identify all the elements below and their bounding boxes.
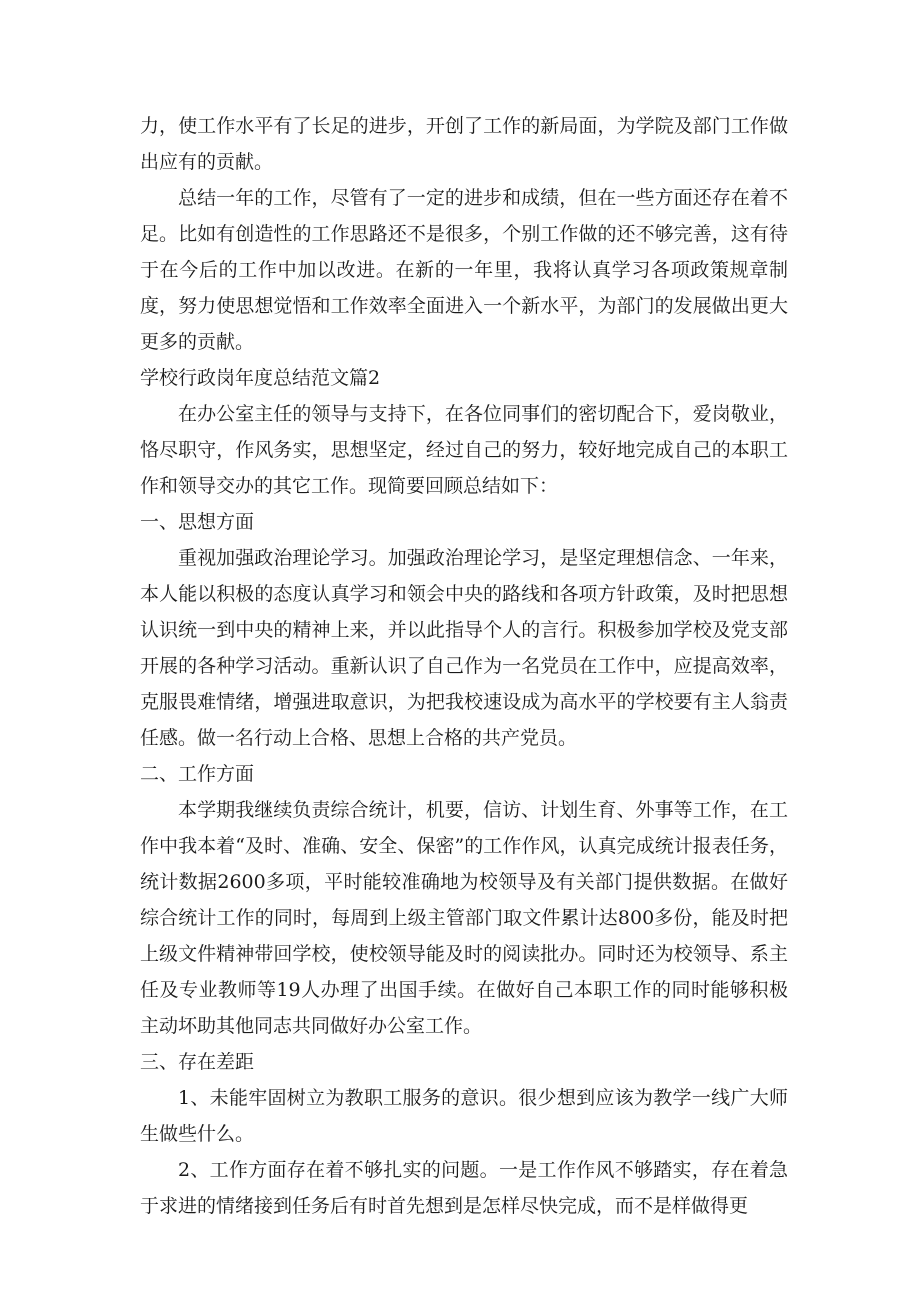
heading-thought: 一、思想方面 xyxy=(140,511,255,533)
paragraph-continuation: 力，使工作水平有了长足的进步，开创了工作的新局面，为学院及部门工作做出应有的贡献。 xyxy=(140,115,788,173)
heading-work: 二、工作方面 xyxy=(140,763,255,785)
document-page xyxy=(140,108,788,1224)
heading-gaps: 三、存在差距 xyxy=(140,1051,255,1073)
paragraph-work: 本学期我继续负责综合统计，机要，信访、计划生育、外事等工作，在工作中我本着“及时、准确、安全、保密”的工作作风，认真完成统计报表任务，统计数据2600多项，平时能较准确地为校领导及有关部门提供数据。在做好综合统计工作的同时，每周到上级主管部门取文件累计达800多份，能及时把上级文件精神带回学校，使校领导能及时的阅读批办。同时还为校领导、系主任及专业教师等19人办理了出国手续。在做好自己本职工作的同时能够积极主动坏助其他同志共同做好办公室工作。 xyxy=(140,799,788,1037)
paragraph-thought: 重视加强政治理论学习。加强政治理论学习，是坚定理想信念、一年来，本人能以积极的态度认真学习和领会中央的路线和各项方针政策，及时把思想认识统一到中央的精神上来，并以此指导个人的言行。积极参加学校及党支部开展的各种学习活动。重新认识了自己作为一名党员在工作中，应提高效率，克服畏难情绪，增强进取意识，为把我校速设成为高水平的学校要有主人翁责任感。做一名行动上合格、思想上合格的共产党员。 xyxy=(140,547,788,749)
paragraph-intro: 在办公室主任的领导与支持下，在各位同事们的密切配合下，爱岗敬业，恪尽职守，作风务实，思想坚定，经过自己的努力，较好地完成自己的本职工作和领导交办的其它工作。现简要回顾总结如下： xyxy=(140,403,788,497)
paragraph-summary: 总结一年的工作，尽管有了一定的进步和成绩，但在一些方面还存在着不足。比如有创造性的工作思路还不是很多，个别工作做的还不够完善，这有待于在今后的工作中加以改进。在新的一年里，我将认真学习各项政策规章制度，努力使思想觉悟和工作效率全面进入一个新水平，为部门的发展做出更大更多的贡献。 xyxy=(140,187,788,353)
section-title: 学校行政岗年度总结范文篇2 xyxy=(140,367,381,389)
paragraph-gap-1: 1、未能牢固树立为教职工服务的意识。很少想到应该为教学一线广大师生做些什么。 xyxy=(140,1087,788,1145)
paragraph-gap-2: 2、工作方面存在着不够扎实的问题。一是工作作风不够踏实，存在着急于求进的情绪接到任务后有时首先想到是怎样尽快完成，而不是样做得更 xyxy=(140,1159,788,1217)
